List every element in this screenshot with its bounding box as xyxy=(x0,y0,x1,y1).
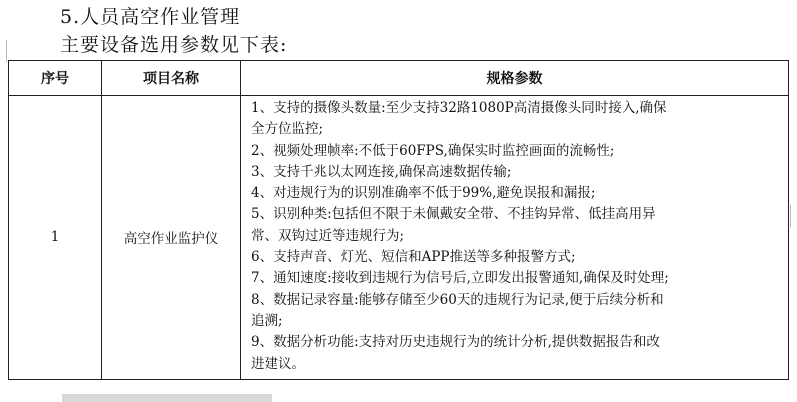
row-item-name: 高空作业监护仪 xyxy=(102,96,241,380)
page-edge-marker-right xyxy=(790,205,797,227)
spec-line: 2、视频处理帧率:不低于60FPS,确保实时监控画面的流畅性; xyxy=(251,142,615,159)
page-edge-marker-left xyxy=(0,40,7,62)
spec-line: 4、对违规行为的识别准确率不低于99%,避免误报和漏报; xyxy=(251,185,596,202)
next-heading-cutoff xyxy=(62,394,272,402)
spec-line: 7、通知速度:接收到违规行为信号后,立即发出报警通知,确保及时处理; xyxy=(251,270,669,287)
row-spec xyxy=(241,96,789,380)
table-row xyxy=(9,96,789,380)
spec-line: 常、双钩过近等违规行为; xyxy=(251,227,405,244)
table-header-row xyxy=(9,61,789,96)
spec-line: 3、支持千兆以太网连接,确保高速数据传输; xyxy=(251,163,512,180)
spec-line: 8、数据记录容量:能够存储至少60天的违规行为记录,便于后续分析和 xyxy=(251,291,664,308)
table-intro-text: 主要设备选用参数见下表: xyxy=(60,34,288,56)
spec-line: 追溯; xyxy=(251,312,283,329)
spec-line: 进建议。 xyxy=(251,355,305,372)
spec-line: 全方位监控; xyxy=(251,121,324,138)
spec-line: 6、支持声音、灯光、短信和APP推送等多种报警方式; xyxy=(251,249,576,266)
section-heading: 5.人员高空作业管理 xyxy=(60,6,241,28)
spec-line: 1、支持的摄像头数量:至少支持32路1080P高清摄像头同时接入,确保 xyxy=(251,100,667,116)
equipment-spec-table xyxy=(8,60,789,380)
spec-line: 5、识别种类:包括但不限于未佩戴安全带、不挂钩异常、低挂高用异 xyxy=(251,206,656,223)
spec-line: 9、数据分析功能:支持对历史违规行为的统计分析,提供数据报告和改 xyxy=(251,334,660,351)
header-index: 序号 xyxy=(9,61,102,96)
header-item-name: 项目名称 xyxy=(102,61,241,96)
row-index: 1 xyxy=(9,96,102,380)
header-spec: 规格参数 xyxy=(241,61,789,96)
